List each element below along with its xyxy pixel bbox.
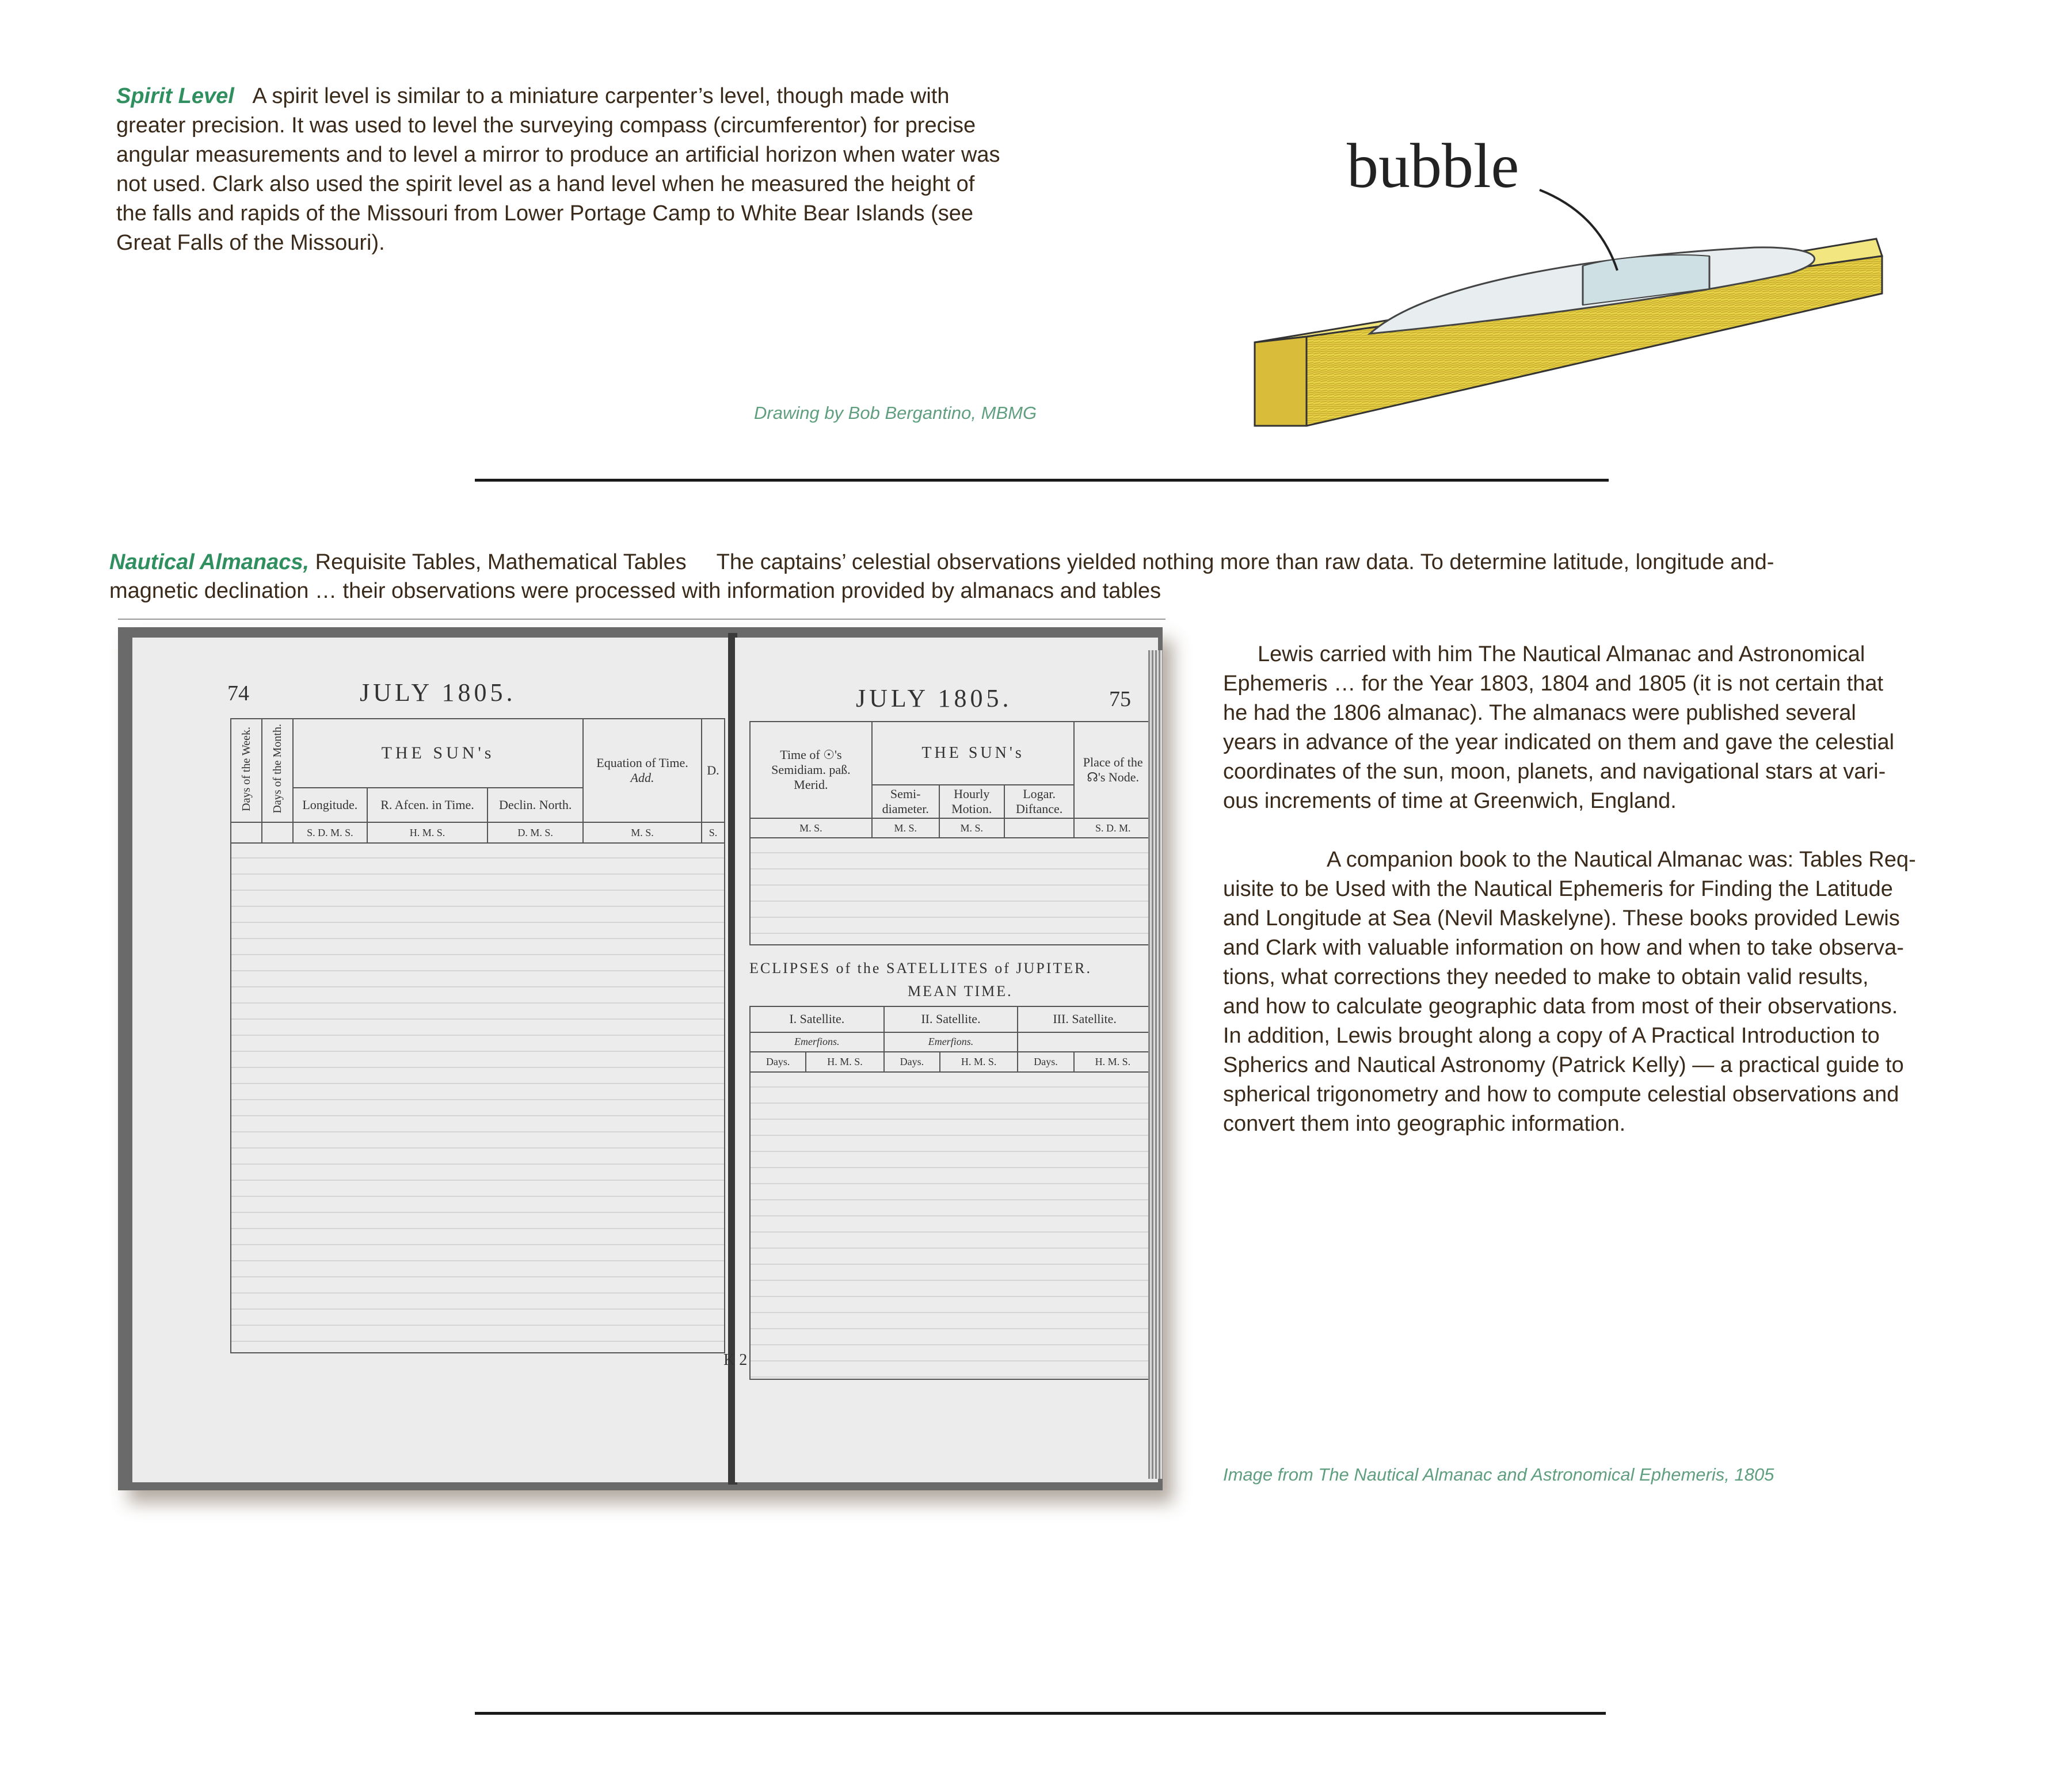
sat-unit-hms-1: H. M. S. bbox=[806, 1052, 883, 1072]
col-hourly-motion: Hourly Motion. bbox=[939, 785, 1004, 818]
para2-line-4: and Clark with valuable information on how and when to take observa- bbox=[1223, 936, 1904, 960]
col-semi-diameter: Semi-diameter. bbox=[872, 785, 939, 818]
col-longitude: Longitude. bbox=[293, 788, 367, 822]
para1-line-4: years in advance of the year indicated on them and gave the celestial bbox=[1223, 730, 1895, 754]
right-page-header: JULY 1805. bbox=[856, 684, 1012, 712]
para2-line-10: convert them into geographic information. bbox=[1223, 1112, 1626, 1136]
spirit-level-paragraph bbox=[116, 82, 1129, 258]
para2-line-8: Spherics and Nautical Astronomy (Patrick Kelly) — a practical guide to bbox=[1223, 1053, 1904, 1077]
col-d: D. bbox=[702, 719, 725, 822]
divider-top bbox=[475, 479, 1609, 482]
para2-line-3: and Longitude at Sea (Nevil Maskelyne). These books provided Lewis bbox=[1223, 906, 1900, 930]
spirit-level-drawing bbox=[1237, 138, 1905, 437]
almanac-right-page bbox=[723, 638, 1158, 1482]
col-node-place: Place of the ☊'s Node. bbox=[1074, 722, 1152, 818]
spirit-level-credit: Drawing by Bob Bergantino, MBMG bbox=[754, 403, 1037, 423]
para1-line-2: Ephemeris … for the Year 1803, 1804 and 1805 (it is not certain that bbox=[1223, 672, 1884, 696]
nautical-line-2: magnetic declination … their observations were processed with information provided by almanacs and tables bbox=[109, 579, 1161, 603]
para1-line-6: ous increments of time at Greenwich, England. bbox=[1223, 789, 1677, 813]
col-declin: Declin. North. bbox=[487, 788, 583, 822]
spirit-level-heading: Spirit Level bbox=[116, 84, 234, 108]
sat-unit-hms-2: H. M. S. bbox=[940, 1052, 1018, 1072]
sat-1-emersions: Emerfions. bbox=[750, 1032, 884, 1052]
unit-hms: H. M. S. bbox=[367, 822, 488, 843]
para2-line-9: spherical trigonometry and how to compute celestial observations and bbox=[1223, 1082, 1899, 1107]
col-logar-distance: Logar. Diftance. bbox=[1004, 785, 1075, 818]
divider-bottom bbox=[475, 1712, 1606, 1715]
spirit-line-1 bbox=[116, 82, 1129, 111]
divider-image-top bbox=[118, 619, 1166, 620]
spirit-line-4: not used. Clark also used the spirit level as a hand level when he measured the height of bbox=[116, 172, 975, 196]
sat-unit-days-3: Days. bbox=[1018, 1052, 1073, 1072]
sat-2-emersions: Emerfions. bbox=[884, 1032, 1018, 1052]
spirit-line-2: greater precision. It was used to level the surveying compass (circumferentor) for precise bbox=[116, 113, 976, 138]
para2-line-1: A companion book to the Nautical Almanac was: Tables Req- bbox=[1327, 848, 1916, 872]
satellite-1: I. Satellite. bbox=[750, 1006, 884, 1032]
spirit-text-1: A spirit level is similar to a miniature carpenter’s level, though made with bbox=[252, 84, 950, 108]
level-end-face bbox=[1255, 337, 1307, 426]
para2-line-7: In addition, Lewis brought along a copy of A Practical Introduction to bbox=[1223, 1024, 1880, 1048]
left-page-number: 74 bbox=[227, 681, 249, 705]
col-the-suns: THE SUN's bbox=[293, 719, 583, 788]
satellite-3: III. Satellite. bbox=[1018, 1006, 1152, 1032]
right-unit-ms-1: M. S. bbox=[750, 818, 872, 838]
unit-sdms: S. D. M. S. bbox=[293, 822, 367, 843]
spirit-line-3: angular measurements and to level a mirror to produce an artificial horizon when water was bbox=[116, 143, 1000, 167]
almanac-image-credit: Image from The Nautical Almanac and Astronomical Ephemeris, 1805 bbox=[1223, 1464, 1774, 1485]
almanac-description bbox=[1223, 640, 2000, 1139]
col-time-semidiam: Time of ☉'s Semidiam. paß. Merid. bbox=[750, 722, 872, 818]
col-days-month: Days of the Month. bbox=[271, 724, 284, 814]
para2-line-5: tions, what corrections they needed to make to obtain valid results, bbox=[1223, 965, 1869, 989]
col-equation-add: Add. bbox=[630, 770, 654, 785]
unit-ms: M. S. bbox=[583, 822, 702, 843]
eclipses-mean-time: MEAN TIME. bbox=[908, 983, 1013, 1000]
spirit-line-5: the falls and rapids of the Missouri from Lower Portage Camp to White Bear Islands (see bbox=[116, 201, 974, 226]
nautical-line-1-rest: Requisite Tables, Mathematical Tables The captains’ celestial observations yielded nothing more than raw data. To determine latitude, longitude and- bbox=[309, 550, 1774, 574]
para1-line-1: Lewis carried with him The Nautical Almanac and Astronomical bbox=[1258, 642, 1865, 666]
almanac-left-page bbox=[132, 638, 731, 1482]
spirit-line-6: Great Falls of the Missouri). bbox=[116, 231, 385, 255]
para2-line-2: uisite to be Used with the Nautical Ephemeris for Finding the Latitude bbox=[1223, 877, 1893, 901]
para1-line-3: he had the 1806 almanac). The almanacs were published several bbox=[1223, 701, 1856, 725]
almanac-photo bbox=[118, 627, 1163, 1490]
col-equation: Equation of Time. bbox=[596, 756, 688, 770]
nautical-heading: Nautical Almanacs, bbox=[109, 550, 310, 574]
para1-line-5: coordinates of the sun, moon, planets, and navigational stars at vari- bbox=[1223, 760, 1886, 784]
sat-unit-hms-3: H. M. S. bbox=[1074, 1052, 1152, 1072]
page-edges bbox=[1148, 650, 1163, 1479]
satellite-2: II. Satellite. bbox=[884, 1006, 1018, 1032]
right-unit-sdm: S. D. M. bbox=[1074, 818, 1152, 838]
sat-unit-days-2: Days. bbox=[884, 1052, 940, 1072]
eclipses-title: ECLIPSES of the SATELLITES of JUPITER. bbox=[749, 960, 1092, 976]
right-unit-ms-3: M. S. bbox=[939, 818, 1004, 838]
bubble-label: bubble bbox=[1347, 138, 1519, 201]
unit-s: S. bbox=[702, 822, 725, 843]
sat-unit-days-1: Days. bbox=[750, 1052, 806, 1072]
left-almanac-table bbox=[230, 718, 725, 1353]
col-right-the-suns: THE SUN's bbox=[872, 722, 1075, 785]
page-footer-mark: K 2 bbox=[723, 1351, 748, 1369]
right-page-number: 75 bbox=[1109, 687, 1131, 711]
col-days-week: Days of the Week. bbox=[239, 726, 253, 811]
unit-dms: D. M. S. bbox=[487, 822, 583, 843]
nautical-line-1 bbox=[109, 548, 2009, 577]
bubble-pointer-line bbox=[1540, 190, 1617, 270]
nautical-intro bbox=[109, 548, 2009, 605]
left-page-header: JULY 1805. bbox=[360, 678, 516, 707]
right-unit-ms-2: M. S. bbox=[872, 818, 939, 838]
right-almanac-table-top bbox=[749, 721, 1152, 945]
para2-line-6: and how to calculate geographic data from most of their observations. bbox=[1223, 994, 1898, 1018]
satellites-table bbox=[749, 1006, 1152, 1380]
col-r-ascen: R. Afcen. in Time. bbox=[367, 788, 488, 822]
